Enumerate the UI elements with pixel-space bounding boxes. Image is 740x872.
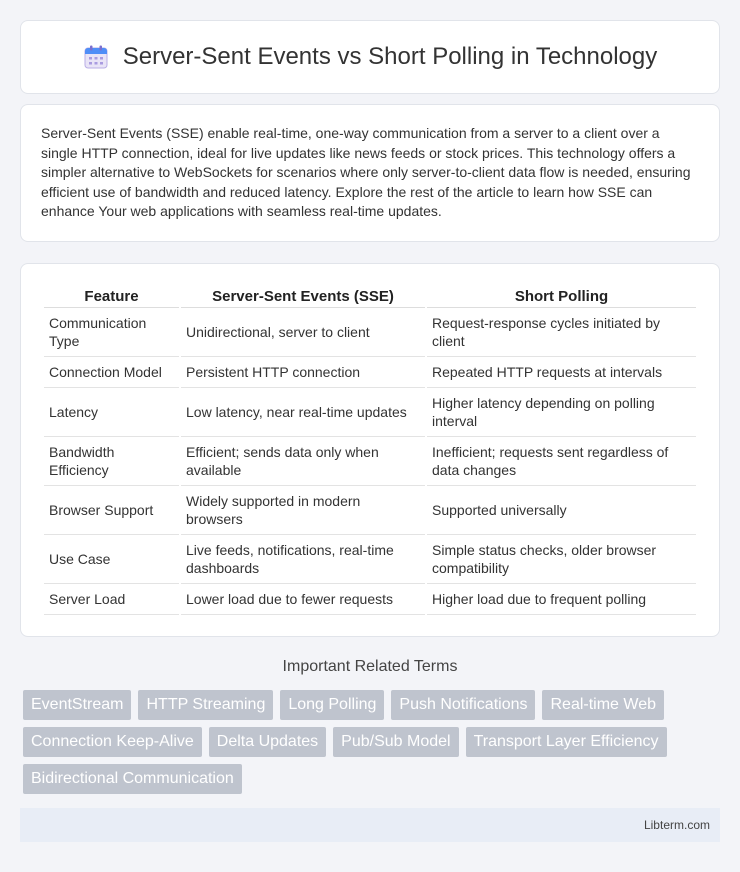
column-header-feature: Feature xyxy=(44,284,179,308)
table-cell: Supported universally xyxy=(427,486,696,535)
related-terms-list xyxy=(23,690,723,794)
tag-pub-sub-model[interactable]: Pub/Sub Model xyxy=(333,727,458,757)
table-cell: Use Case xyxy=(44,535,179,584)
intro-card xyxy=(20,104,720,242)
tag-delta-updates[interactable]: Delta Updates xyxy=(209,727,326,757)
column-header-short-polling: Short Polling xyxy=(427,284,696,308)
intro-paragraph: Server-Sent Events (SSE) enable real-time, one-way communication from a server to a client over a single HTTP connection, ideal for live updates like news feeds or stock prices. This technology offers a simpler alternative to WebSockets for scenarios where only server-to-client data flow is needed, ensuring efficient use of bandwidth and reduced latency. Explore the rest of the article to learn how SSE can enhance Your web applications with seamless real-time updates. xyxy=(41,125,691,220)
table-row xyxy=(44,308,696,357)
tag-bidirectional-communication[interactable]: Bidirectional Communication xyxy=(23,764,242,794)
table-cell: Efficient; sends data only when available xyxy=(181,437,425,486)
related-terms-heading: Important Related Terms xyxy=(282,658,458,675)
table-row xyxy=(44,535,696,584)
footer xyxy=(20,808,720,842)
tag-real-time-web[interactable]: Real-time Web xyxy=(542,690,664,720)
table-row xyxy=(44,388,696,437)
table-cell: Browser Support xyxy=(44,486,179,535)
tag-transport-layer-efficiency[interactable]: Transport Layer Efficiency xyxy=(466,727,667,757)
table-cell: Widely supported in modern browsers xyxy=(181,486,425,535)
table-row xyxy=(44,437,696,486)
tag-http-streaming[interactable]: HTTP Streaming xyxy=(138,690,273,720)
table-cell: Communication Type xyxy=(44,308,179,357)
footer-brand[interactable]: Libterm.com xyxy=(643,818,710,832)
table-cell: Higher latency depending on polling interval xyxy=(427,388,696,437)
table-row xyxy=(44,357,696,388)
table-cell: Inefficient; requests sent regardless of data changes xyxy=(427,437,696,486)
table-cell: Low latency, near real-time updates xyxy=(181,388,425,437)
comparison-table-card xyxy=(20,263,720,637)
table-cell: Request-response cycles initiated by client xyxy=(427,308,696,357)
table-cell: Connection Model xyxy=(44,357,179,388)
comparison-table xyxy=(42,284,698,615)
table-cell: Repeated HTTP requests at intervals xyxy=(427,357,696,388)
tag-eventstream[interactable]: EventStream xyxy=(23,690,131,720)
table-cell: Higher load due to frequent polling xyxy=(427,584,696,615)
table-cell: Bandwidth Efficiency xyxy=(44,437,179,486)
table-cell: Latency xyxy=(44,388,179,437)
tag-long-polling[interactable]: Long Polling xyxy=(280,690,384,720)
table-cell: Persistent HTTP connection xyxy=(181,357,425,388)
table-row xyxy=(44,584,696,615)
calendar-icon xyxy=(83,44,109,70)
table-cell: Unidirectional, server to client xyxy=(181,308,425,357)
table-cell: Server Load xyxy=(44,584,179,615)
column-header-sse: Server-Sent Events (SSE) xyxy=(181,284,425,308)
table-header-row xyxy=(44,284,696,308)
tag-push-notifications[interactable]: Push Notifications xyxy=(391,690,535,720)
table-row xyxy=(44,486,696,535)
table-cell: Simple status checks, older browser compatibility xyxy=(427,535,696,584)
table-cell: Live feeds, notifications, real-time dashboards xyxy=(181,535,425,584)
tag-connection-keep-alive[interactable]: Connection Keep-Alive xyxy=(23,727,202,757)
title-card xyxy=(20,20,720,94)
table-cell: Lower load due to fewer requests xyxy=(181,584,425,615)
page-title: Server-Sent Events vs Short Polling in Technology xyxy=(122,43,658,70)
